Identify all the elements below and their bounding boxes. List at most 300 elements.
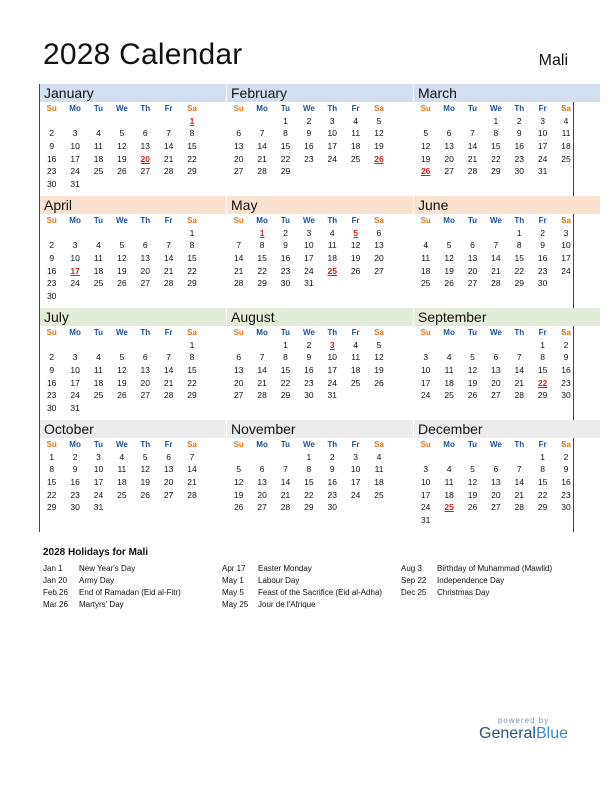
- day-cell: [134, 227, 157, 240]
- weekday-label: Th: [327, 216, 338, 225]
- week-row: [40, 140, 226, 153]
- day-cell: 4: [563, 115, 569, 126]
- day-cell: 21: [514, 377, 524, 388]
- holiday-date: Dec 25: [401, 588, 427, 597]
- day-cell: [297, 165, 320, 178]
- day-cell: 23: [537, 265, 548, 276]
- day-cell: 21: [280, 489, 291, 500]
- day-cell: 4: [96, 352, 101, 363]
- day-cell: 12: [117, 365, 127, 376]
- day-cell: 8: [49, 464, 55, 475]
- day-cell: [484, 227, 507, 240]
- day-cell: 13: [140, 141, 150, 152]
- day-cell: [134, 501, 157, 514]
- day-cell: 6: [470, 240, 475, 251]
- day-cell: 28: [280, 502, 291, 513]
- weekday-label: Sa: [374, 328, 384, 337]
- day-cell: 14: [514, 477, 524, 488]
- day-cell: 7: [259, 352, 265, 363]
- weekday-label: We: [115, 104, 128, 113]
- weekday-label: Su: [420, 104, 431, 113]
- day-cell: 29: [187, 166, 197, 177]
- weekday-label: Su: [420, 216, 431, 225]
- day-cell: 9: [72, 464, 78, 475]
- week-row: [414, 339, 600, 352]
- day-cell: 6: [142, 352, 148, 363]
- day-cell: 21: [514, 489, 524, 500]
- day-cell: 13: [491, 477, 501, 488]
- day-cell: 24: [93, 489, 104, 500]
- day-cell: 14: [491, 253, 501, 264]
- week-row: [40, 127, 226, 140]
- weekday-header: [227, 438, 413, 451]
- day-cell: 29: [304, 502, 314, 513]
- day-cell: 19: [117, 265, 127, 276]
- day-cell: 19: [374, 365, 384, 376]
- day-cell: [250, 115, 273, 128]
- week-row: [414, 489, 600, 502]
- day-cell: 2: [49, 128, 55, 139]
- day-cell: 26: [140, 489, 150, 500]
- day-cell: 16: [46, 265, 57, 276]
- weekday-label: Su: [46, 440, 57, 449]
- day-cell: 24: [304, 265, 314, 276]
- day-cell: 24: [537, 153, 548, 164]
- day-cell: 6: [376, 227, 382, 238]
- day-cell: 4: [353, 115, 359, 126]
- day-cell: 13: [444, 141, 454, 152]
- day-cell: 26: [117, 278, 127, 289]
- weekday-label: Fr: [164, 104, 173, 113]
- day-cell: [461, 451, 484, 464]
- day-cell: 25: [374, 489, 384, 500]
- day-cell: 11: [327, 240, 337, 251]
- weekday-label: Th: [514, 328, 525, 337]
- day-cell: 9: [49, 141, 55, 152]
- week-row: [227, 227, 413, 240]
- week-row: [40, 178, 226, 191]
- week-row: [227, 501, 413, 514]
- day-cell: 27: [140, 278, 150, 289]
- weekday-label: Fr: [164, 328, 173, 337]
- day-cell: [157, 501, 180, 514]
- day-cell: 15: [187, 365, 197, 376]
- day-cell: [157, 290, 180, 303]
- day-cell: [134, 402, 157, 415]
- day-cell: [554, 165, 577, 178]
- weekday-header: [227, 102, 413, 115]
- page-title: 2028 Calendar: [43, 38, 243, 71]
- day-cell: 17: [93, 477, 104, 488]
- week-row: [40, 476, 226, 489]
- day-cell: 10: [70, 253, 80, 264]
- week-row: [227, 140, 413, 153]
- day-cell: 3: [72, 128, 78, 139]
- holiday-name: Labour Day: [258, 576, 300, 585]
- day-cell: 12: [117, 141, 127, 152]
- week-row: [227, 351, 413, 364]
- holiday-item: [222, 599, 397, 611]
- day-cell: 27: [491, 502, 501, 513]
- day-cell: [437, 339, 460, 352]
- day-cell: [274, 451, 297, 464]
- weekday-label: We: [302, 216, 315, 225]
- day-cell: 23: [304, 153, 314, 164]
- week-row: [414, 476, 600, 489]
- holiday-name: Martyrs' Day: [79, 600, 124, 609]
- holiday-date: Aug 3: [401, 564, 422, 573]
- day-cell: 27: [233, 166, 244, 177]
- day-cell: 27: [491, 390, 501, 401]
- holiday-list-column: [222, 563, 397, 611]
- holiday-name: Christmas Day: [437, 588, 490, 597]
- day-cell: 21: [257, 377, 267, 388]
- day-cell: 17: [327, 141, 337, 152]
- day-cell: 30: [537, 278, 548, 289]
- day-cell: 14: [163, 141, 174, 152]
- day-cell: 27: [374, 265, 384, 276]
- day-cell: 24: [327, 153, 337, 164]
- day-cell: 22: [514, 265, 524, 276]
- day-cell: 19: [467, 377, 478, 388]
- day-cell: 20: [491, 489, 501, 500]
- weekday-label: Th: [327, 328, 338, 337]
- weekday-label: Tu: [467, 216, 478, 225]
- day-cell: [134, 290, 157, 303]
- day-cell: [87, 227, 110, 240]
- weekday-label: Mo: [69, 440, 81, 449]
- day-cell: [180, 402, 203, 415]
- weekday-label: Th: [327, 440, 338, 449]
- holiday-day-cell: 17: [70, 265, 80, 276]
- day-cell: 2: [540, 227, 546, 238]
- day-cell: 23: [70, 489, 80, 500]
- month-name: May: [227, 196, 413, 214]
- day-cell: 15: [514, 253, 524, 264]
- day-cell: 10: [561, 240, 571, 251]
- day-cell: [134, 339, 157, 352]
- day-cell: 1: [49, 451, 55, 462]
- day-cell: 8: [493, 128, 499, 139]
- week-row: [414, 351, 600, 364]
- day-cell: 22: [304, 489, 314, 500]
- day-cell: 21: [187, 477, 197, 488]
- day-cell: 16: [514, 141, 524, 152]
- holiday-item: [401, 563, 576, 575]
- day-cell: 3: [423, 352, 429, 363]
- day-cell: 28: [257, 166, 267, 177]
- weekday-label: Fr: [351, 440, 360, 449]
- holiday-item: [43, 599, 218, 611]
- month-september: [414, 308, 600, 420]
- holiday-name: New Year's Day: [79, 564, 136, 573]
- day-cell: 12: [420, 141, 431, 152]
- weekday-label: Th: [514, 216, 525, 225]
- day-cell: 3: [563, 227, 569, 238]
- weekday-header: [40, 438, 226, 451]
- weekday-header: [227, 214, 413, 227]
- day-cell: [40, 227, 63, 240]
- day-cell: 4: [329, 227, 335, 238]
- day-cell: [367, 501, 390, 514]
- day-cell: 21: [163, 265, 174, 276]
- day-cell: [63, 339, 86, 352]
- weekday-label: Tu: [467, 104, 478, 113]
- day-cell: 25: [117, 489, 127, 500]
- weekday-label: Fr: [538, 216, 547, 225]
- day-cell: 20: [140, 265, 150, 276]
- day-cell: 22: [537, 489, 548, 500]
- day-cell: 27: [233, 390, 244, 401]
- holiday-day-cell: 1: [189, 115, 195, 126]
- day-cell: 29: [280, 166, 291, 177]
- day-cell: 26: [117, 390, 127, 401]
- day-cell: [134, 115, 157, 128]
- weekday-label: Sa: [187, 216, 197, 225]
- day-cell: [414, 339, 437, 352]
- day-cell: 11: [117, 464, 127, 475]
- day-cell: 30: [46, 179, 57, 190]
- day-cell: 23: [561, 377, 571, 388]
- day-cell: 29: [537, 390, 548, 401]
- weekday-label: Tu: [280, 216, 291, 225]
- month-july: [40, 308, 226, 420]
- day-cell: 20: [163, 477, 174, 488]
- day-cell: 25: [93, 390, 104, 401]
- day-cell: 19: [140, 477, 150, 488]
- day-cell: [63, 227, 86, 240]
- day-cell: 5: [119, 352, 125, 363]
- day-cell: 15: [537, 365, 548, 376]
- day-cell: 8: [516, 240, 522, 251]
- day-cell: 15: [491, 141, 501, 152]
- day-cell: [87, 402, 110, 415]
- day-cell: 30: [514, 166, 524, 177]
- day-cell: 30: [280, 278, 291, 289]
- day-cell: 2: [49, 240, 55, 251]
- week-row: [414, 364, 600, 377]
- day-cell: 27: [163, 489, 174, 500]
- day-cell: 27: [257, 502, 267, 513]
- day-cell: 5: [119, 240, 125, 251]
- day-cell: 1: [189, 227, 195, 238]
- day-cell: [531, 514, 554, 527]
- weekday-label: Tu: [467, 440, 478, 449]
- day-cell: 12: [444, 253, 454, 264]
- day-cell: 18: [374, 477, 384, 488]
- weekday-label: Mo: [443, 216, 455, 225]
- day-cell: 12: [467, 477, 478, 488]
- weekday-label: Fr: [164, 440, 173, 449]
- day-cell: 8: [189, 128, 195, 139]
- month-october: [40, 420, 226, 532]
- day-cell: 11: [421, 253, 431, 264]
- weekday-label: Su: [420, 328, 431, 337]
- day-cell: [157, 339, 180, 352]
- day-cell: 3: [72, 352, 78, 363]
- week-row: [414, 252, 600, 265]
- day-cell: 14: [163, 253, 174, 264]
- day-cell: 28: [467, 166, 478, 177]
- powered-by-label: powered by: [497, 716, 550, 725]
- day-cell: 7: [166, 240, 172, 251]
- week-row: [40, 252, 226, 265]
- weekday-header: [40, 326, 226, 339]
- day-cell: 3: [540, 115, 546, 126]
- day-cell: 25: [444, 390, 454, 401]
- day-cell: 26: [444, 278, 454, 289]
- day-cell: 17: [420, 377, 431, 388]
- day-cell: 5: [376, 115, 382, 126]
- day-cell: 13: [233, 141, 244, 152]
- holiday-day-cell: 3: [329, 339, 335, 350]
- day-cell: 1: [189, 339, 195, 350]
- day-cell: 16: [304, 141, 314, 152]
- day-cell: [367, 389, 390, 402]
- weekday-label: Tu: [467, 328, 478, 337]
- day-cell: [87, 290, 110, 303]
- day-cell: 28: [163, 390, 174, 401]
- holiday-name: Feast of the Sacrifice (Eid al-Adha): [258, 588, 383, 597]
- day-cell: 20: [233, 377, 244, 388]
- weekday-label: Fr: [538, 104, 547, 113]
- day-cell: 9: [283, 240, 288, 251]
- day-cell: 22: [491, 153, 501, 164]
- day-cell: 6: [142, 128, 148, 139]
- day-cell: 29: [280, 390, 291, 401]
- day-cell: 20: [491, 377, 501, 388]
- month-name: December: [414, 420, 600, 438]
- holiday-item: [43, 563, 218, 575]
- weekday-header: [414, 214, 600, 227]
- week-row: [414, 127, 600, 140]
- holiday-item: [43, 575, 218, 587]
- week-row: [40, 364, 226, 377]
- holiday-date: May 1: [222, 576, 244, 585]
- day-cell: 24: [420, 390, 431, 401]
- day-cell: 31: [537, 166, 548, 177]
- day-cell: 2: [306, 115, 312, 126]
- month-name: March: [414, 84, 600, 102]
- day-cell: 22: [187, 265, 197, 276]
- month-name: November: [227, 420, 413, 438]
- day-cell: 26: [467, 502, 478, 513]
- day-cell: 10: [327, 352, 337, 363]
- day-cell: 13: [140, 253, 150, 264]
- day-cell: 19: [444, 265, 454, 276]
- week-row: [40, 277, 226, 290]
- week-row: [414, 501, 600, 514]
- day-cell: 5: [376, 339, 382, 350]
- day-cell: 30: [46, 291, 57, 302]
- day-cell: 19: [467, 489, 478, 500]
- day-cell: 14: [187, 464, 197, 475]
- day-cell: 18: [93, 153, 104, 164]
- weekday-label: Th: [140, 104, 151, 113]
- day-cell: 25: [350, 377, 361, 388]
- day-cell: [87, 339, 110, 352]
- week-row: [40, 351, 226, 364]
- day-cell: 17: [70, 153, 80, 164]
- day-cell: 10: [70, 141, 80, 152]
- month-name: June: [414, 196, 600, 214]
- day-cell: 24: [350, 489, 361, 500]
- day-cell: 9: [329, 464, 335, 475]
- weekday-label: Su: [233, 104, 244, 113]
- day-cell: [414, 227, 437, 240]
- day-cell: 16: [46, 377, 57, 388]
- month-name: February: [227, 84, 413, 102]
- month-january: [40, 84, 226, 196]
- day-cell: 9: [49, 253, 55, 264]
- day-cell: 19: [117, 377, 127, 388]
- day-cell: 28: [491, 278, 501, 289]
- day-cell: 4: [376, 451, 382, 462]
- day-cell: 18: [444, 489, 454, 500]
- day-cell: 17: [304, 253, 314, 264]
- weekday-header: [414, 438, 600, 451]
- day-cell: 10: [420, 477, 431, 488]
- day-cell: 15: [46, 477, 57, 488]
- day-cell: [414, 451, 437, 464]
- week-row: [414, 265, 600, 278]
- day-cell: [110, 402, 133, 415]
- day-cell: 24: [420, 502, 431, 513]
- month-december: [414, 420, 600, 532]
- day-cell: 23: [46, 390, 57, 401]
- day-cell: [180, 178, 203, 191]
- day-cell: 11: [94, 141, 103, 152]
- day-cell: [321, 277, 344, 290]
- day-cell: 24: [70, 278, 80, 289]
- week-row: [227, 239, 413, 252]
- week-row: [40, 153, 226, 166]
- day-cell: 11: [561, 128, 571, 139]
- day-cell: 3: [306, 227, 312, 238]
- holiday-date: Sep 22: [401, 576, 427, 585]
- day-cell: 20: [374, 253, 384, 264]
- day-cell: 15: [280, 365, 291, 376]
- week-row: [227, 364, 413, 377]
- month-name: October: [40, 420, 226, 438]
- day-cell: 15: [304, 477, 314, 488]
- day-cell: 13: [257, 477, 267, 488]
- weekday-label: We: [489, 328, 502, 337]
- day-cell: 20: [233, 153, 244, 164]
- week-row: [414, 115, 600, 128]
- day-cell: [227, 339, 250, 352]
- weekday-label: Tu: [280, 328, 291, 337]
- day-cell: 3: [329, 115, 335, 126]
- day-cell: 20: [257, 489, 267, 500]
- brand-name: [479, 725, 568, 743]
- day-cell: 26: [350, 265, 361, 276]
- week-row: [227, 165, 413, 178]
- day-cell: 2: [329, 451, 335, 462]
- day-cell: 29: [46, 502, 57, 513]
- day-cell: [157, 227, 180, 240]
- day-cell: 16: [46, 153, 57, 164]
- month-may: [227, 196, 413, 308]
- holiday-item: [401, 587, 576, 599]
- day-cell: 21: [257, 153, 267, 164]
- day-cell: 17: [327, 365, 337, 376]
- weekday-label: Su: [420, 440, 431, 449]
- day-cell: 9: [306, 352, 312, 363]
- weekday-label: We: [489, 104, 502, 113]
- weekday-label: Sa: [374, 104, 384, 113]
- weekday-label: Th: [140, 328, 151, 337]
